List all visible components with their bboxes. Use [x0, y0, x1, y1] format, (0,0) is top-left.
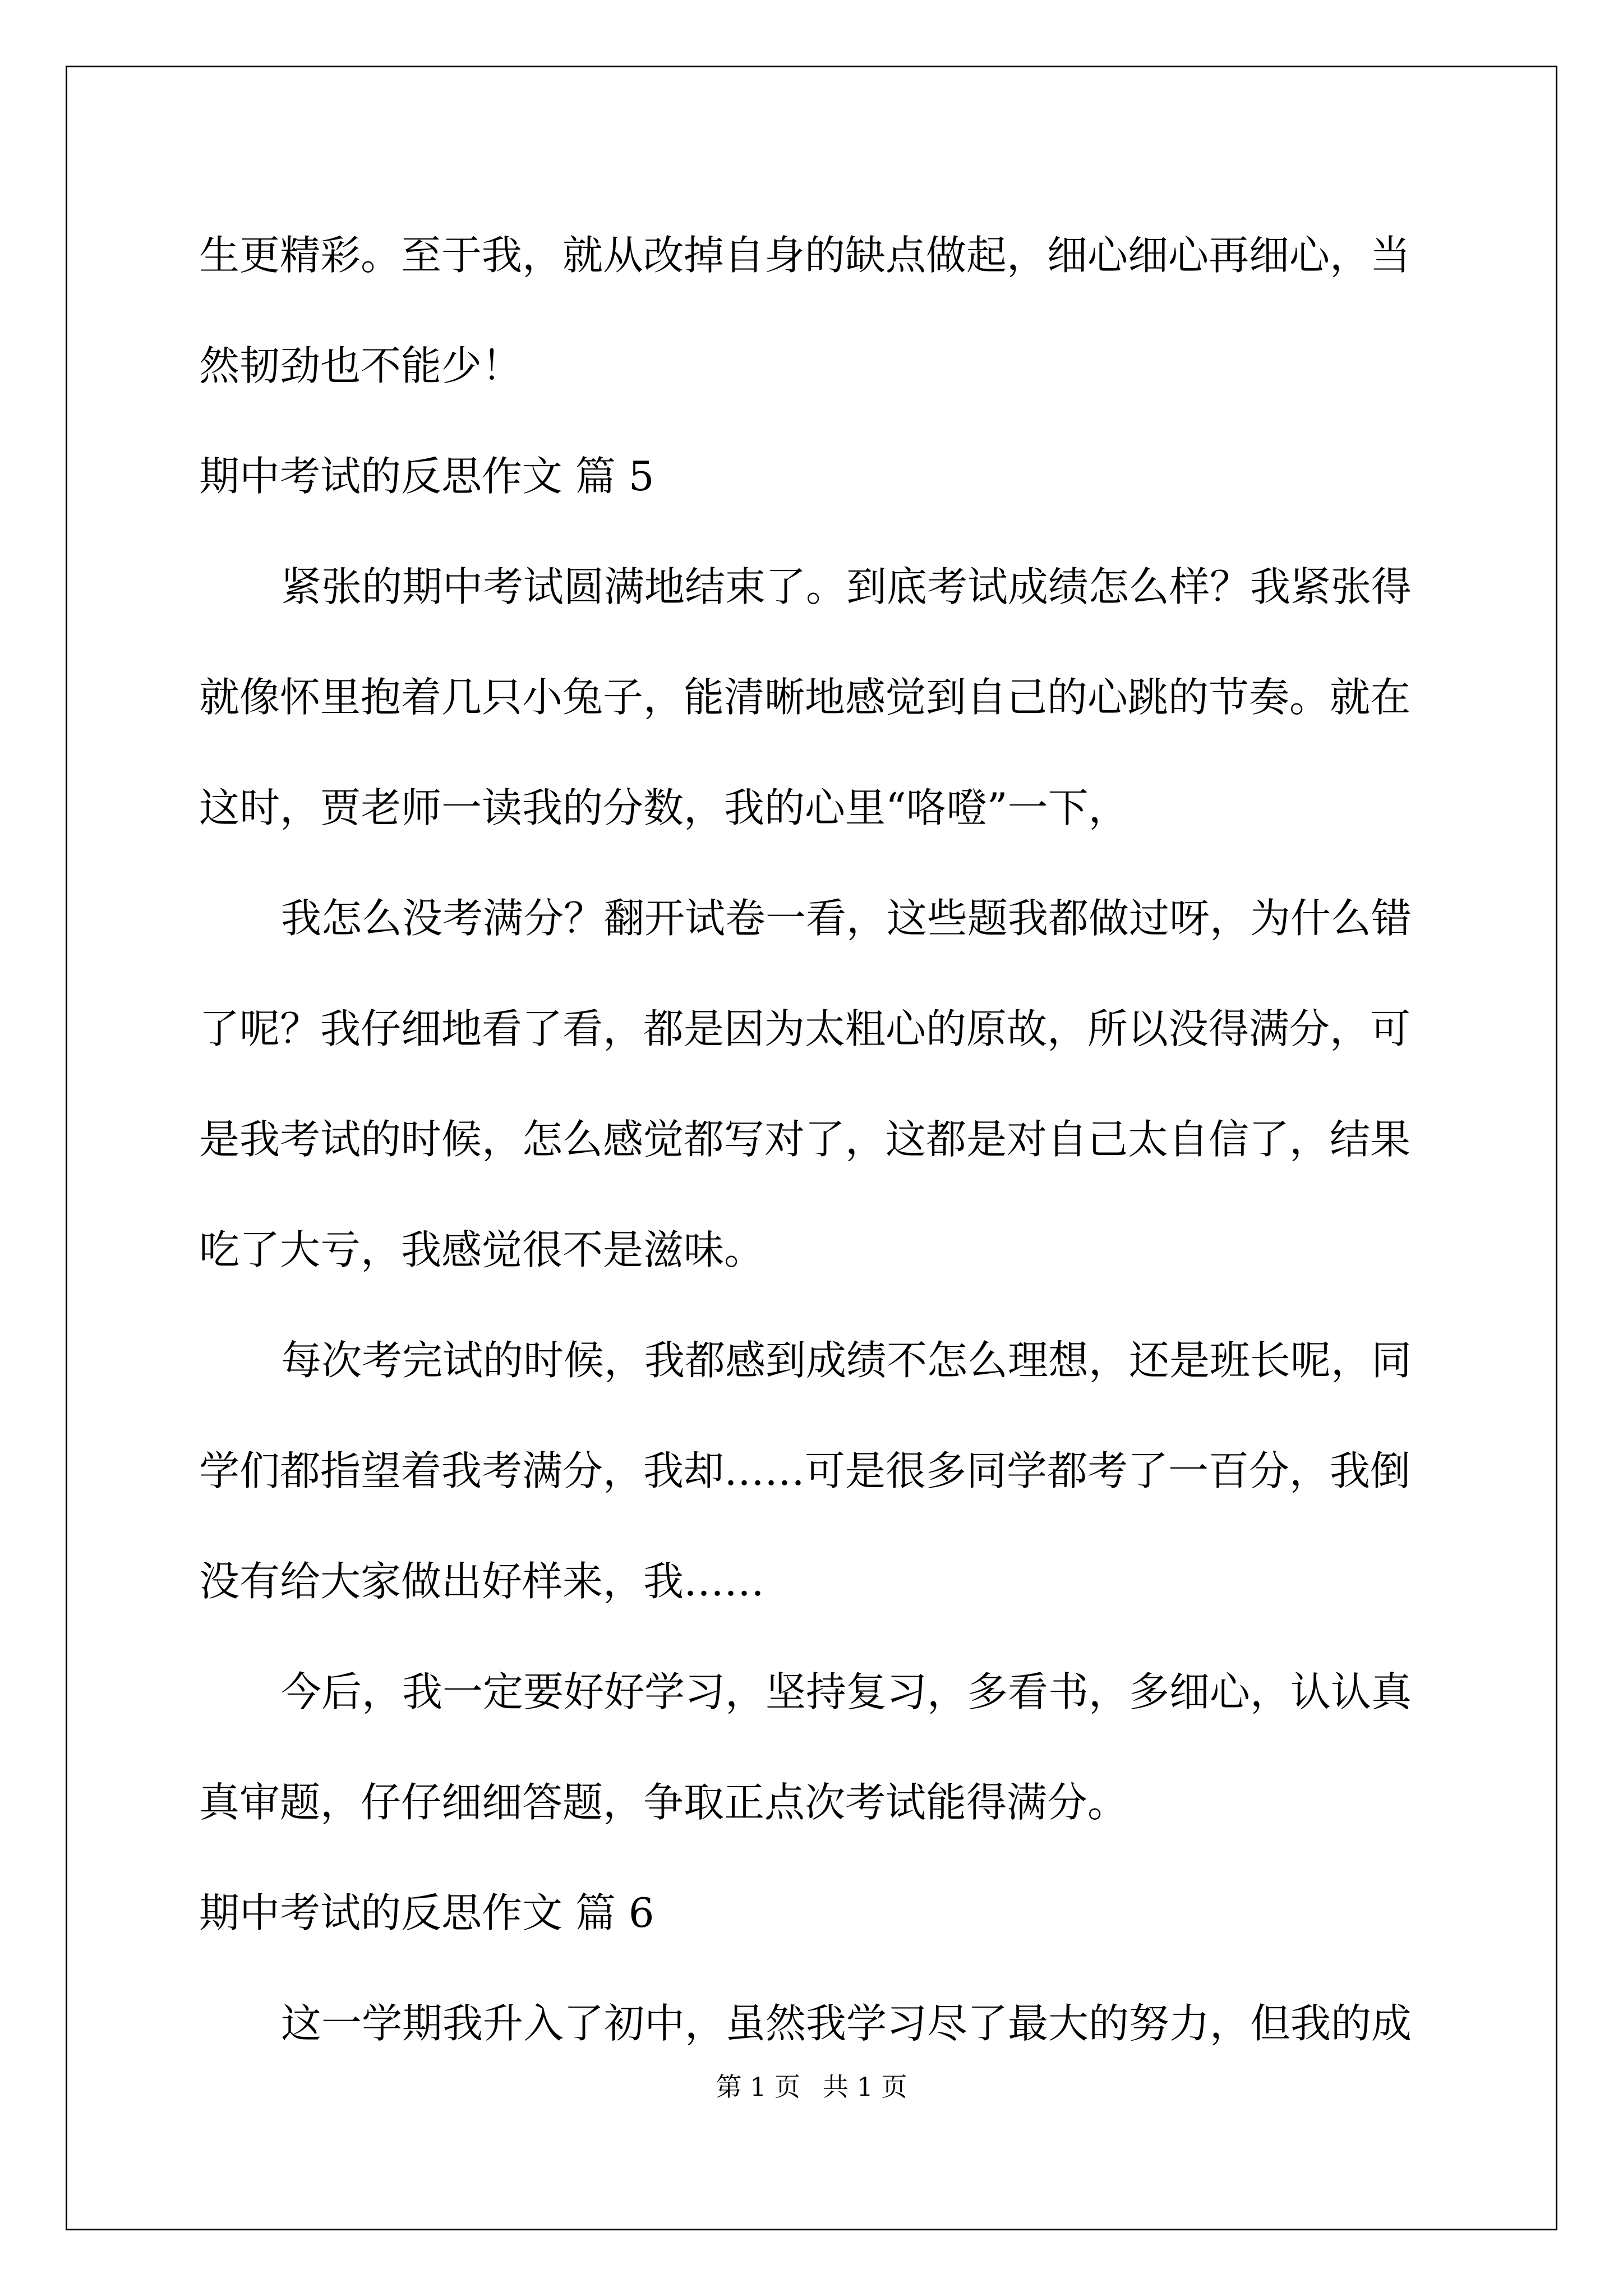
- text-line: 就像怀里抱着几只小兔子，能清晰地感觉到自己的心跳的节奏。就在: [199, 674, 1411, 721]
- page-number: 第 1 页: [716, 2072, 800, 2102]
- paragraph-start: 每次考完试的时候，我都感到成绩不怎么理想，还是班长呢，同: [281, 1337, 1412, 1384]
- paragraph-start: 今后，我一定要好好学习，坚持复习，多看书，多细心，认认真: [281, 1668, 1412, 1715]
- text-line: 然韧劲也不能少！: [199, 342, 523, 389]
- text-line: 是我考试的时候，怎么感觉都写对了，这都是对自己太自信了，结果: [199, 1116, 1411, 1163]
- text-line: 了呢？我仔细地看了看，都是因为太粗心的原故，所以没得满分，可: [199, 1005, 1411, 1052]
- text-line: 没有给大家做出好样来，我……: [199, 1558, 765, 1605]
- document-body: [199, 200, 1433, 2079]
- page-total: 共 1 页: [823, 2072, 907, 2102]
- section-heading: 期中考试的反思作文 篇 5: [199, 453, 654, 500]
- paragraph-start: 紧张的期中考试圆满地结束了。到底考试成绩怎么样？我紧张得: [281, 563, 1412, 610]
- text-line: 真审题，仔仔细细答题，争取正点次考试能得满分。: [199, 1779, 1128, 1826]
- text-line: 学们都指望着我考满分，我却……可是很多同学都考了一百分，我倒: [199, 1447, 1411, 1494]
- text-line: 吃了大亏，我感觉很不是滋味。: [199, 1226, 765, 1273]
- section-heading: 期中考试的反思作文 篇 6: [199, 1889, 654, 1936]
- page-footer: [0, 2070, 1623, 2104]
- text-line: 生更精彩。至于我，就从改掉自身的缺点做起，细心细心再细心，当: [199, 232, 1411, 279]
- text-line: 这时，贾老师一读我的分数，我的心里“咯噔”一下，: [199, 784, 1129, 831]
- paragraph-start: 这一学期我升入了初中，虽然我学习尽了最大的努力，但我的成: [281, 2000, 1412, 2047]
- paragraph-start: 我怎么没考满分？翻开试卷一看，这些题我都做过呀，为什么错: [281, 895, 1412, 942]
